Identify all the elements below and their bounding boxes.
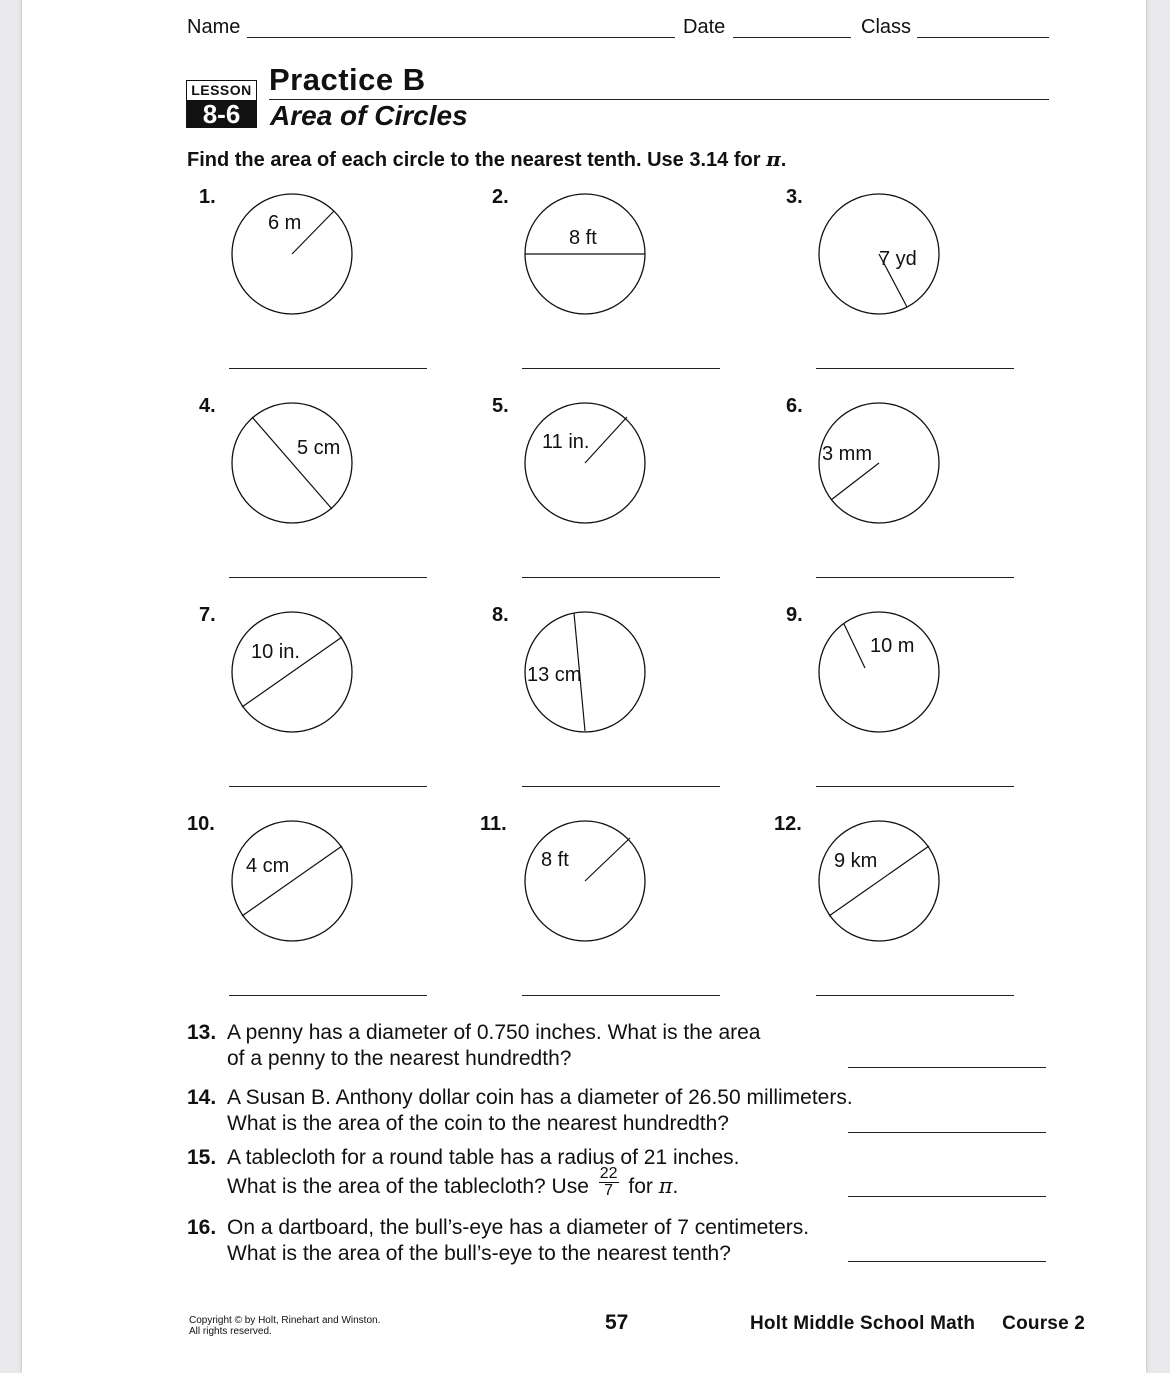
fraction <box>599 1166 619 1199</box>
circle-figure <box>222 184 362 324</box>
answer-line[interactable] <box>848 1067 1046 1068</box>
name-line <box>247 37 675 38</box>
measure-segment <box>585 417 627 463</box>
copyright-line: Copyright © by Holt, Rinehart and Winston. <box>189 1315 381 1326</box>
word-problem-line-end: . <box>672 1175 679 1199</box>
measure-label: 8 ft <box>540 849 569 871</box>
word-problem-number: 15. <box>187 1146 217 1169</box>
problem-number: 1. <box>199 186 216 208</box>
problem-number: 4. <box>199 395 216 417</box>
word-problem-line: On a dartboard, the bull’s-eye has a diameter of 7 centimeters. <box>227 1216 810 1239</box>
word-problem-line-text: What is the area of the tablecloth? Use <box>227 1175 589 1199</box>
circle-figure <box>515 811 655 951</box>
course-name: Course 2 <box>1002 1313 1086 1334</box>
word-problem-line: What is the area of the coin to the nearest hundredth? <box>227 1112 729 1135</box>
measure-label: 10 in. <box>250 641 300 663</box>
answer-line[interactable] <box>522 577 720 578</box>
problem-number: 8. <box>492 604 509 626</box>
class-label: Class <box>861 16 912 38</box>
measure-segment <box>585 838 630 881</box>
circle-figure <box>515 602 655 742</box>
pi-symbol: π <box>658 1174 673 1199</box>
date-label: Date <box>683 16 726 38</box>
word-problem-number: 16. <box>187 1216 217 1239</box>
circle-figure <box>809 602 949 742</box>
circle-figure <box>809 811 949 951</box>
word-problem-line: A penny has a diameter of 0.750 inches. What is the area <box>227 1021 761 1044</box>
measure-label: 9 km <box>833 850 877 872</box>
copyright-line: All rights reserved. <box>189 1326 272 1337</box>
measure-segment <box>252 417 332 509</box>
page-title: Practice B <box>269 62 426 97</box>
answer-line[interactable] <box>229 577 427 578</box>
answer-line[interactable] <box>816 995 1014 996</box>
instructions-end: . <box>780 149 787 171</box>
word-problem-number: 13. <box>187 1021 217 1044</box>
measure-label: 13 cm <box>526 664 581 686</box>
answer-line[interactable] <box>229 368 427 369</box>
problem-number: 3. <box>786 186 803 208</box>
answer-line[interactable] <box>816 577 1014 578</box>
problem-number: 11. <box>480 813 507 835</box>
measure-label: 6 m <box>267 212 301 234</box>
measure-label: 3 mm <box>821 443 872 465</box>
answer-line[interactable] <box>848 1132 1046 1133</box>
lesson-label: LESSON <box>186 80 257 101</box>
circle-figure <box>222 393 362 533</box>
worksheet-page <box>22 0 1146 1373</box>
measure-label: 5 cm <box>296 437 340 459</box>
word-problem-number: 14. <box>187 1086 217 1109</box>
problem-number: 7. <box>199 604 216 626</box>
measure-segment <box>831 463 879 500</box>
answer-line[interactable] <box>816 368 1014 369</box>
answer-line[interactable] <box>229 995 427 996</box>
measure-segment <box>844 624 865 668</box>
book-title <box>750 1313 1085 1335</box>
class-line <box>917 37 1049 38</box>
circle-figure <box>515 393 655 533</box>
page-number: 57 <box>605 1311 629 1334</box>
circle-figure <box>809 184 949 324</box>
problem-number: 10. <box>187 813 215 835</box>
word-problem-line <box>227 1165 679 1204</box>
problem-number: 12. <box>774 813 802 835</box>
measure-label: 10 m <box>869 635 914 657</box>
page-subtitle: Area of Circles <box>270 100 468 131</box>
problem-number: 2. <box>492 186 509 208</box>
word-problem-line: A Susan B. Anthony dollar coin has a diameter of 26.50 millimeters. <box>227 1086 853 1109</box>
book-name: Holt Middle School Math <box>750 1313 976 1334</box>
circle-figure <box>809 393 949 533</box>
answer-line[interactable] <box>229 786 427 787</box>
answer-line[interactable] <box>848 1196 1046 1197</box>
answer-line[interactable] <box>522 368 720 369</box>
instructions-text: Find the area of each circle to the nearest tenth. Use 3.14 for <box>187 149 761 171</box>
answer-line[interactable] <box>522 786 720 787</box>
word-problem-line: What is the area of the bull’s-eye to the nearest tenth? <box>227 1242 731 1265</box>
lesson-badge <box>186 80 257 127</box>
measure-label: 4 cm <box>245 855 289 877</box>
fraction-denominator: 7 <box>604 1182 614 1199</box>
answer-line[interactable] <box>816 786 1014 787</box>
pi-symbol: π <box>766 147 781 171</box>
problem-number: 5. <box>492 395 509 417</box>
measure-label: 7 yd <box>878 248 917 270</box>
circle-figure <box>222 811 362 951</box>
answer-line[interactable] <box>848 1261 1046 1262</box>
name-label: Name <box>187 16 241 38</box>
word-problem-line: A tablecloth for a round table has a radius of 21 inches. <box>227 1146 740 1169</box>
word-problem-line: of a penny to the nearest hundredth? <box>227 1047 572 1070</box>
copyright <box>189 1315 380 1337</box>
lesson-number: 8-6 <box>186 100 257 128</box>
answer-line[interactable] <box>522 995 720 996</box>
circle-figure <box>222 602 362 742</box>
circle-figure <box>515 184 655 324</box>
problem-number: 9. <box>786 604 803 626</box>
instructions <box>187 147 786 172</box>
fraction-numerator: 22 <box>599 1165 618 1182</box>
measure-label: 8 ft <box>568 227 597 249</box>
date-line <box>733 37 851 38</box>
measure-label: 11 in. <box>541 431 589 453</box>
word-problem-line-text: for <box>628 1175 653 1199</box>
circle-outline <box>819 612 939 732</box>
problem-number: 6. <box>786 395 803 417</box>
